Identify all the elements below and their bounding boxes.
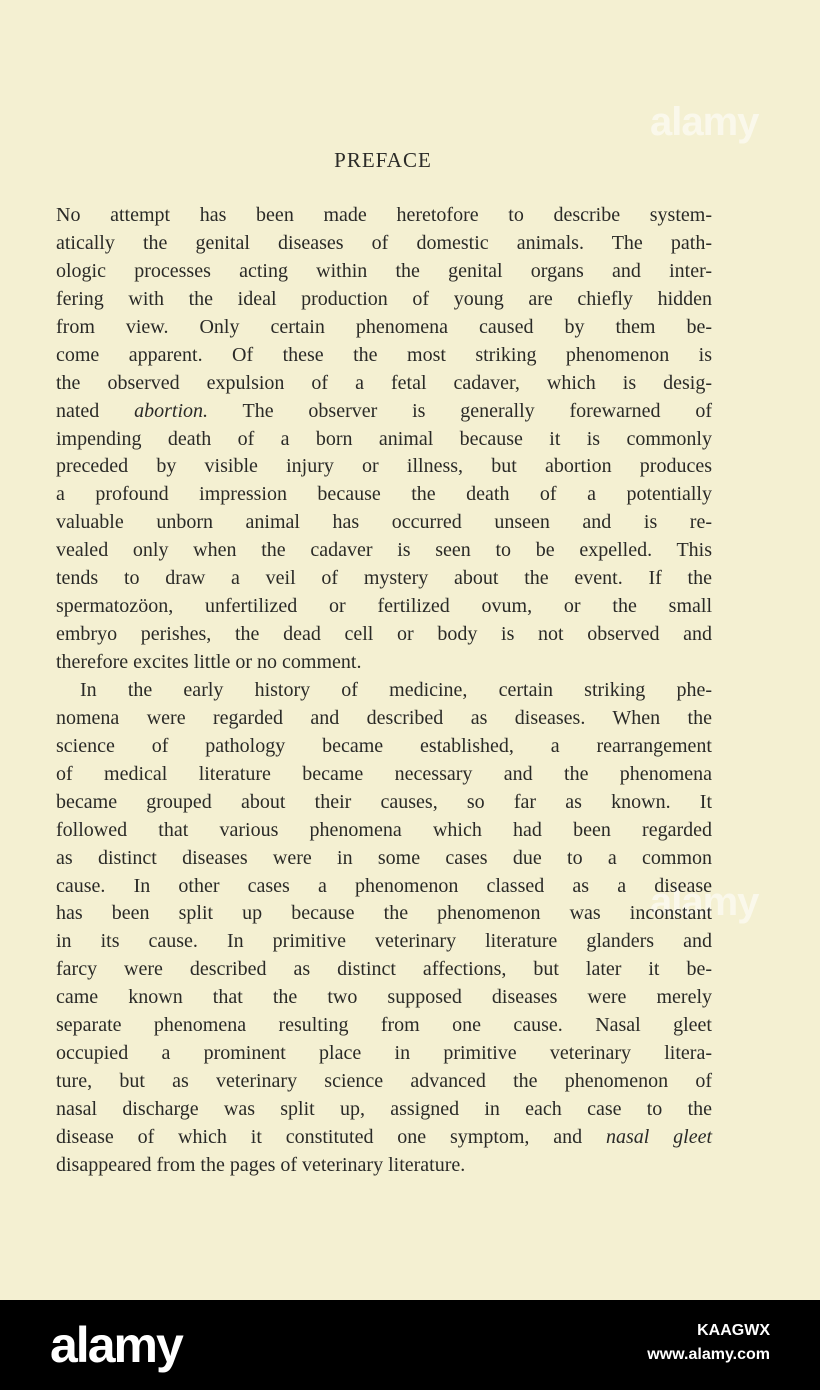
text-line: separate phenomena resulting from one cause. Nasal gleet (56, 1014, 712, 1037)
text-line: preceded by visible injury or illness, but abortion produces (56, 455, 712, 478)
text-line: tends to draw a veil of mystery about the event. If the (56, 567, 712, 590)
text-line: atically the genital diseases of domestic animals. The path- (56, 231, 712, 254)
text-line: fering with the ideal production of young are chiefly hidden (56, 287, 712, 310)
text-line: ologic processes acting within the genital organs and inter- (56, 259, 712, 282)
text-line: followed that various phenomena which had been regarded (56, 818, 712, 841)
text-line: therefore excites little or no comment. (56, 651, 362, 673)
watermark-faint-top: alamy (650, 100, 759, 144)
text-line: valuable unborn animal has occurred unseen and is re- (56, 511, 712, 534)
watermark-banner (0, 1300, 820, 1390)
text-line: a profound impression because the death of a potentially (56, 483, 712, 506)
text-line: as distinct diseases were in some cases due to a common (56, 846, 712, 869)
text-line: come apparent. Of these the most striking phenomenon is (56, 343, 712, 366)
text-line: spermatozöon, unfertilized or fertilized ovum, or the small (56, 595, 712, 618)
text-line: in its cause. In primitive veterinary literature glanders and (56, 930, 712, 953)
text-line: nasal discharge was split up, assigned in each case to the (56, 1098, 712, 1120)
image-id-label: KAAGWX (697, 1322, 770, 1339)
text-line: nated abortion. The observer is generally forewarned of (56, 399, 712, 422)
watermark-faint-middle: alamy (650, 880, 759, 924)
text-line: vealed only when the cadaver is seen to be expelled. This (56, 539, 712, 562)
text-line: of medical literature became necessary and the phenomena (56, 762, 712, 785)
text-line: came known that the two supposed diseases were merely (56, 986, 712, 1009)
site-url-label: www.alamy.com (647, 1346, 770, 1363)
text-line: nomena were regarded and described as diseases. When the (56, 706, 712, 729)
page-title: PREFACE (334, 148, 432, 172)
text-line: farcy were described as distinct affections, but later it be- (56, 958, 712, 981)
text-line: In the early history of medicine, certain striking phe- (80, 678, 712, 701)
text-line: ture, but as veterinary science advanced the phenomenon of (56, 1070, 712, 1093)
text-line: disease of which it constituted one symptom, and nasal gleet (56, 1125, 712, 1148)
text-line: impending death of a born animal because it is commonly (56, 427, 712, 450)
text-line: cause. In other cases a phenomenon classed as a disease (56, 874, 712, 897)
text-line: the observed expulsion of a fetal cadaver, which is desig- (56, 371, 712, 394)
text-line: occupied a prominent place in primitive veterinary litera- (56, 1042, 712, 1065)
text-line: No attempt has been made heretofore to describe system- (56, 204, 712, 226)
text-line: has been split up because the phenomenon was inconstant (56, 902, 712, 925)
text-line: from view. Only certain phenomena caused by them be- (56, 315, 712, 338)
alamy-logo: alamy (50, 1317, 182, 1373)
text-line: science of pathology became established, a rearrangement (56, 734, 712, 757)
preface-text (56, 202, 712, 1180)
text-line: embryo perishes, the dead cell or body is not observed and (56, 623, 712, 646)
text-line: became grouped about their causes, so far as known. It (56, 790, 712, 813)
text-line: disappeared from the pages of veterinary literature. (56, 1153, 466, 1176)
